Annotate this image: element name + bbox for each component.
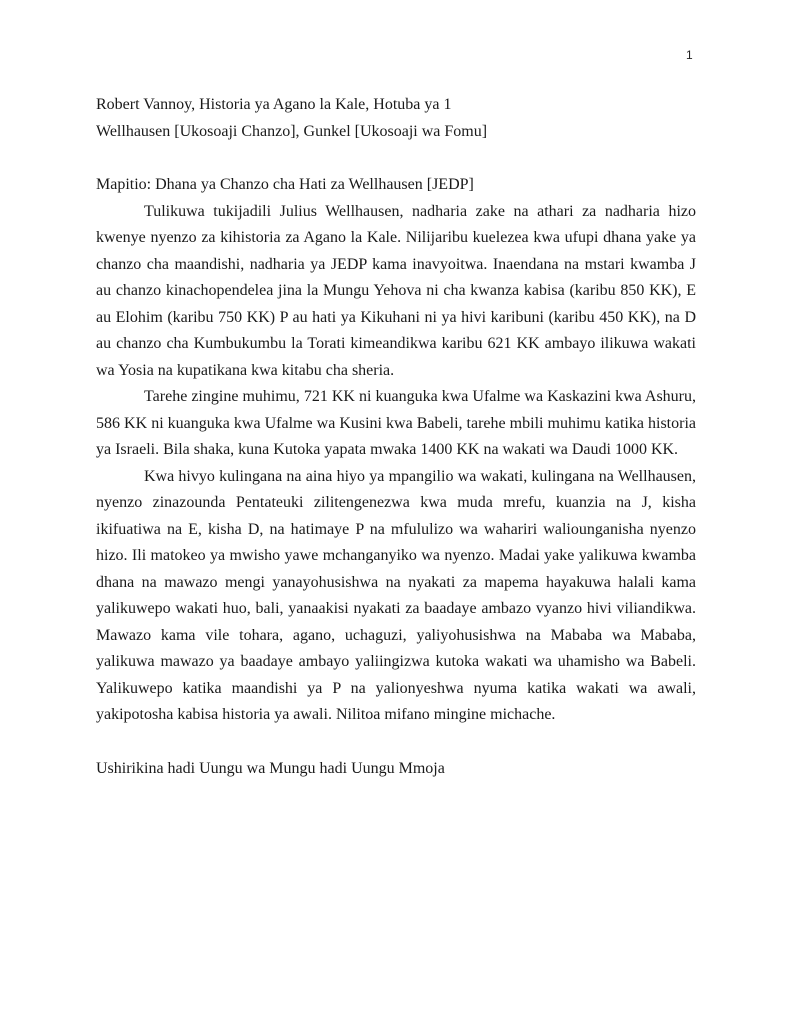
document-body [96, 92, 696, 782]
header-line-title: Robert Vannoy, Historia ya Agano la Kale, Hotuba ya 1 [96, 96, 452, 113]
section-heading-review: Mapitio: Dhana ya Chanzo cha Hati za Wellhausen [JEDP] [96, 176, 474, 193]
page-number: 1 [686, 48, 693, 62]
section-heading-polytheism: Ushirikina hadi Uungu wa Mungu hadi Uungu Mmoja [96, 759, 445, 777]
paragraph-2: Tarehe zingine muhimu, 721 KK ni kuanguka kwa Ufalme wa Kaskazini kwa Ashuru, 586 KK ni kuanguka kwa Ufalme wa Kusini kwa Babeli, tarehe mbili muhimu katika historia ya Israeli. Bila shaka, kuna Kutoka yapata mwaka 1400 KK na wakati wa Daudi 1000 KK. [96, 388, 696, 458]
paragraph-1: Tulikuwa tukijadili Julius Wellhausen, nadharia zake na athari za nadharia hizo kwenye nyenzo za kihistoria za Agano la Kale. Nilijaribu kuelezea kwa ufupi dhana yake ya chanzo cha maandishi, nadharia ya JEDP kama inavyoitwa. Inaendana na mstari kwamba J au chanzo kinachopendelea jina la Mungu Yehova ni cha kwanza kabisa (karibu 850 KK), E au Elohim (karibu 750 KK) P au hati ya Kikuhani ni ya hivi karibuni (karibu 450 KK), na D au chanzo cha Kumbukumbu la Torati kimeandikwa karibu 621 KK ambayo ilikuwa wakati wa Yosia na kupatikana kwa kitabu cha sheria. [96, 202, 696, 379]
blank-line [96, 145, 696, 172]
paragraph-3: Kwa hivyo kulingana na aina hiyo ya mpangilio wa wakati, kulingana na Wellhausen, nyenzo zinazounda Pentateuki zilitengenezwa kwa muda mrefu, kuanzia na J, kisha ikifuatiwa na E, kisha D, na hatimaye P na mfululizo wa wahariri waliounganisha nyenzo hizo. Ili matokeo ya mwisho yawe mchanganyiko wa nyenzo. Madai yake yalikuwa kwamba dhana na mawazo mengi yanayohusishwa na nyakati za mapema hayakuwa halali kama yalikuwepo wakati huo, bali, yanaakisi nyakati za baadaye ambazo vyanzo hivi viliandikwa. Mawazo kama vile tohara, agano, uchaguzi, yaliyohusishwa na Mababa wa Mababa, yalikuwa mawazo ya baadaye ambayo yaliingizwa kutoka wakati wa uhamisho wa Babeli. Yalikuwepo katika maandishi ya P na yalionyeshwa nyuma katika wakati wa awali, yakipotosha kabisa historia ya awali. Nilitoa mifano mingine michache. [96, 467, 696, 723]
header-line-subtitle: Wellhausen [Ukosoaji Chanzo], Gunkel [Ukosoaji wa Fomu] [96, 122, 488, 140]
blank-line [96, 729, 696, 756]
